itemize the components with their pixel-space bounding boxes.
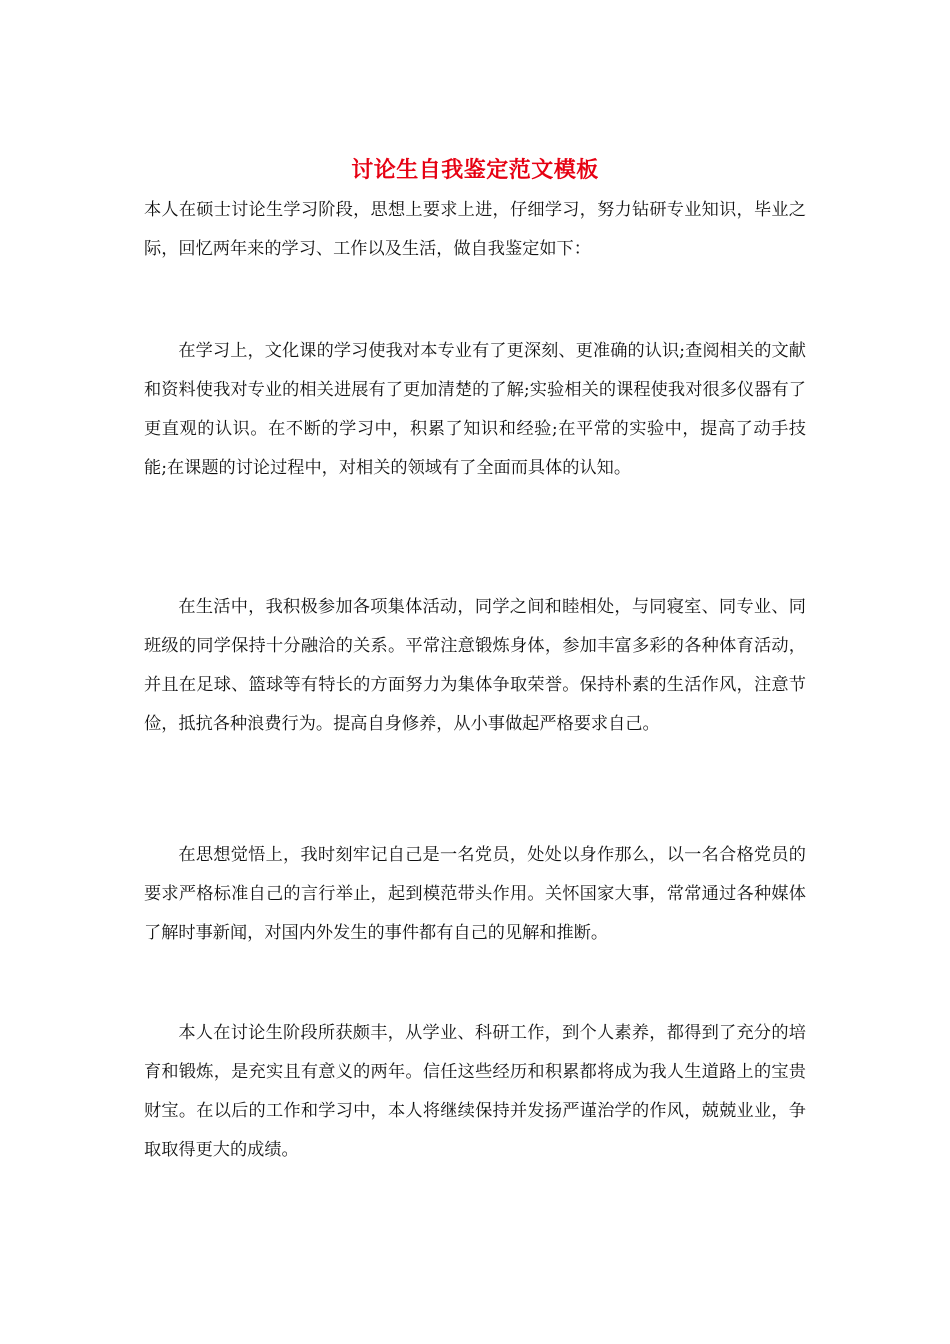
study-paragraph: 在学习上，文化课的学习使我对本专业有了更深刻、更准确的认识;查阅相关的文献和资料使我对专业的相关进展有了更加清楚的了解;实验相关的课程使我对很多仪器有了更直观的认识。在不断的学习中，积累了知识和经验;在平常的实验中，提高了动手技能;在课题的讨论过程中，对相关的领域有了全面而具体的认知。 (144, 341, 806, 478)
summary-paragraph: 本人在讨论生阶段所获颇丰，从学业、科研工作，到个人素养，都得到了充分的培育和锻炼，是充实且有意义的两年。信任这些经历和积累都将成为我人生道路上的宝贵财宝。在以后的工作和学习中，本人将继续保持并发扬严谨治学的作风，兢兢业业，争取取得更大的成绩。 (144, 1023, 806, 1160)
life-paragraph: 在生活中，我积极参加各项集体活动，同学之间和睦相处，与同寝室、同专业、同班级的同学保持十分融洽的关系。平常注意锻炼身体，参加丰富多彩的各种体育活动，并且在足球、篮球等有特长的方面努力为集体争取荣誉。保持朴素的生活作风，注意节俭，抵抗各种浪费行为。提高自身修养，从小事做起严格要求自己。 (144, 597, 806, 734)
document-title: 讨论生自我鉴定范文模板 (351, 157, 599, 183)
intro-paragraph: 本人在硕士讨论生学习阶段，思想上要求上进，仔细学习，努力钻研专业知识，毕业之际，回忆两年来的学习、工作以及生活，做自我鉴定如下： (144, 200, 806, 259)
thought-paragraph: 在思想觉悟上，我时刻牢记自己是一名党员，处处以身作那么，以一名合格党员的要求严格标准自己的言行举止，起到模范带头作用。关怀国家大事，常常通过各种媒体了解时事新闻，对国内外发生的事件都有自己的见解和推断。 (144, 845, 806, 943)
